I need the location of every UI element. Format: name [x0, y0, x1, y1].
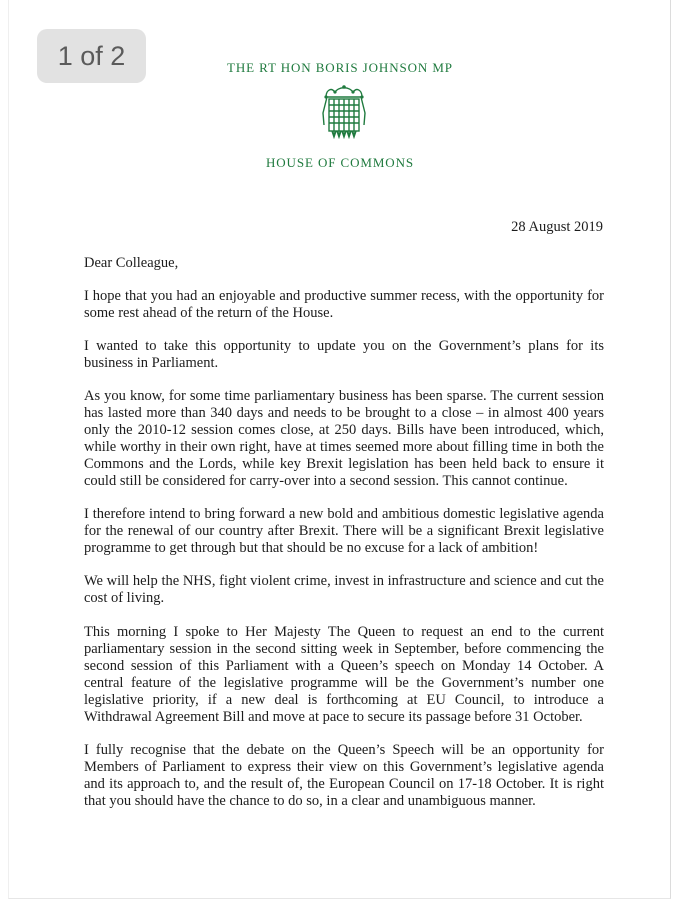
letterhead-name: THE RT HON BORIS JOHNSON MP: [227, 60, 453, 75]
paragraph-7: I fully recognise that the debate on the Queen’s Speech will be an opportunity for Members of Parliament to express their view on this Government’s legislative agenda and its approach to, and the result of, the European Council on 17-18 October. It is right that you should have the chance to do so, in a clear and unambiguous manner.: [84, 742, 604, 809]
paragraph-3: As you know, for some time parliamentary business has been sparse. The current session has lasted more than 340 days and needs to be brought to a close – in almost 400 years only the 2010-12 session comes close, at 250 days. Bills have been introduced, which, while worthy in their own right, have at times seemed more about filling time in both the Commons and the Lords, while key Brexit legislation has been held back to ensure it could still be considered for carry-over into a second session. This cannot continue.: [84, 388, 604, 489]
paragraph-6: This morning I spoke to Her Majesty The Queen to request an end to the current parliamentary session in the second sitting week in September, before commencing the second session of this Parliament with a Queen’s speech on Monday 14 October. A central feature of the legislative programme will be the Government’s number one legislative priority, if a new deal is forthcoming at EU Council, to introduce a Withdrawal Agreement Bill and move at pace to secure its passage before 31 October.: [84, 624, 604, 725]
paragraph-1: I hope that you had an enjoyable and productive summer recess, with the opportunity for some rest ahead of the return of the House.: [84, 288, 604, 321]
letterhead-house: HOUSE OF COMMONS: [265, 155, 415, 170]
page-indicator: 1 of 2: [37, 29, 146, 83]
letter-date: 28 August 2019: [511, 219, 603, 235]
paragraph-4: I therefore intend to bring forward a new bold and ambitious domestic legislative agenda for the renewal of our country after Brexit. There will be a significant Brexit legislative programme to get through but that should be no excuse for a lack of ambition!: [84, 506, 604, 556]
salutation: Dear Colleague,: [84, 255, 179, 271]
paragraph-2: I wanted to take this opportunity to update you on the Government’s plans for its business in Parliament.: [84, 338, 604, 371]
portcullis-icon: [321, 83, 367, 139]
paragraph-5: We will help the NHS, fight violent crime, invest in infrastructure and science and cut the cost of living.: [84, 573, 604, 606]
